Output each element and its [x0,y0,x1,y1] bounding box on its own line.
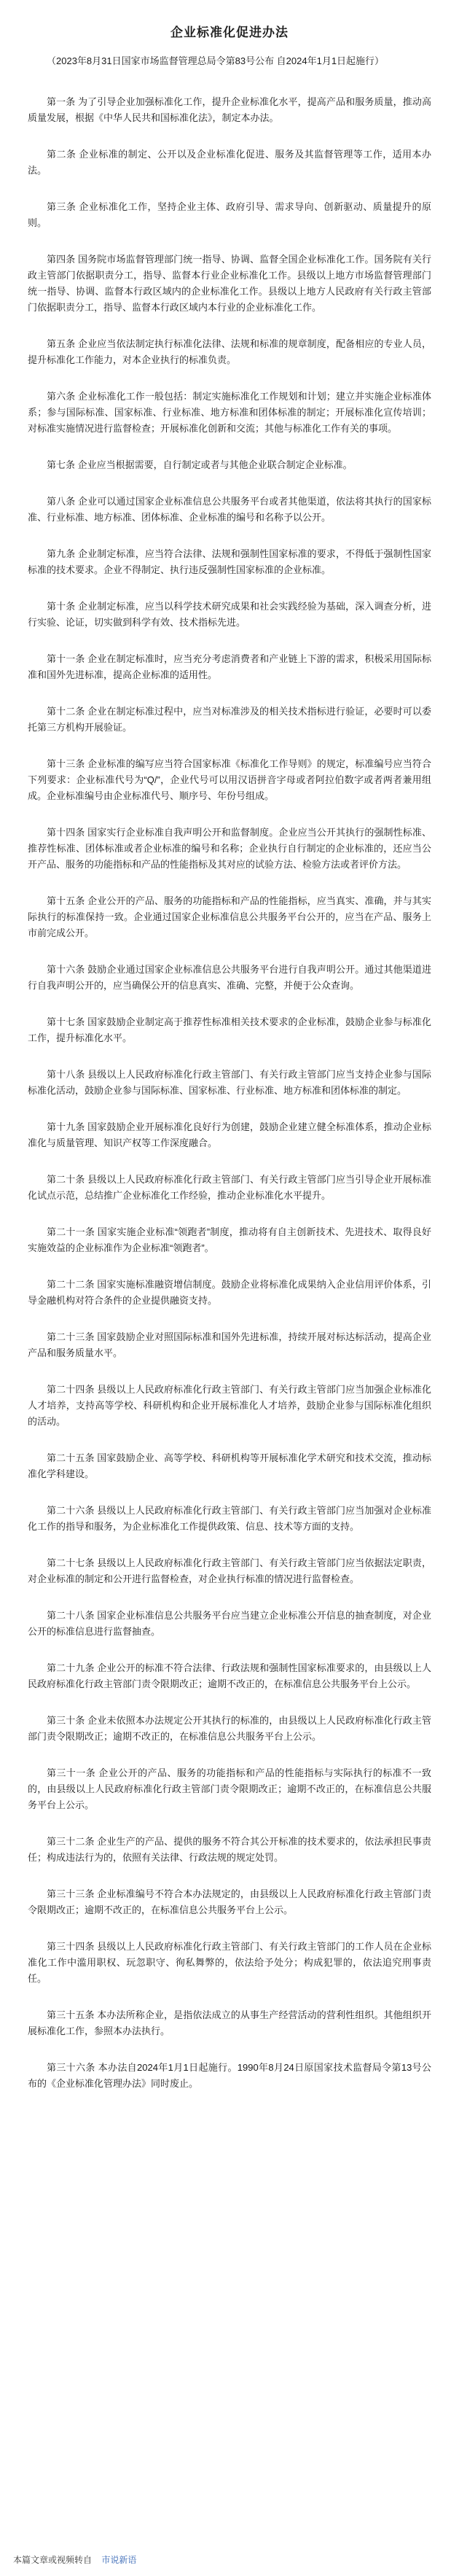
article-paragraph: 第三十条 企业未依照本办法规定公开其执行的标准的，由县级以上人民政府标准化行政主管部门责令限期改正；逾期不改正的，在标准信息公共服务平台上公示。 [28,1715,431,1742]
article-paragraph: 第十二条 企业在制定标准过程中，应当对标准涉及的相关技术指标进行验证，必要时可以委托第三方机构开展验证。 [28,706,431,733]
article-paragraph: 第三十一条 企业公开的产品、服务的功能指标和产品的性能指标与实际执行的标准不一致的，由县级以上人民政府标准化行政主管部门责令限期改正；逾期不改正的，在标准信息公共服务平台上公示。 [28,1767,431,1810]
article-paragraph: 第十六条 鼓励企业通过国家企业标准信息公共服务平台进行自我声明公开。通过其他渠道进行自我声明公开的，应当确保公开的信息真实、准确、完整，并便于公众查询。 [28,964,431,991]
article-paragraph: 第十四条 国家实行企业标准自我声明公开和监督制度。企业应当公开其执行的强制性标准、推荐性标准、团体标准或者企业标准的编号和名称；企业执行自行制定的企业标准的，还应当公开产品、服务的功能指标和产品的性能指标及其对应的试验方法、检验方法或者评价方法。 [28,827,431,870]
article-paragraph: 第二十七条 县级以上人民政府标准化行政主管部门、有关行政主管部门应当依据法定职责，对企业标准的制定和公开进行监督检查，对企业执行标准的情况进行监督检查。 [28,1557,431,1584]
article-paragraph: 第三十二条 企业生产的产品、提供的服务不符合其公开标准的技术要求的，依法承担民事责任；构成违法行为的，依照有关法律、行政法规的规定处罚。 [28,1836,431,1863]
article-paragraph: 第十一条 企业在制定标准时，应当充分考虑消费者和产业链上下游的需求，积极采用国际标准和国外先进标准，提高企业标准的适用性。 [28,653,431,680]
article-paragraph: 第二条 企业标准的制定、公开以及企业标准化促进、服务及其监督管理等工作，适用本办法。 [28,149,431,176]
article-paragraph: 第四条 国务院市场监督管理部门统一指导、协调、监督全国企业标准化工作。国务院有关行政主管部门依据职责分工，指导、监督本行业企业标准化工作。县级以上地方市场监督管理部门统一指导、协调、监督本行政区域内的企业标准化工作。县级以上地方人民政府有关行政主管部门依据职责分工，指导、监督本行政区域内本行业的企业标准化工作。 [28,254,431,313]
article-paragraph: 第十八条 县级以上人民政府标准化行政主管部门、有关行政主管部门应当支持企业参与国际标准化活动，鼓励企业参与国际标准、国家标准、行业标准、地方标准和团体标准的制定。 [28,1069,431,1096]
page-footer [13,2553,144,2566]
article-paragraph: 第二十三条 国家鼓励企业对照国际标准和国外先进标准，持续开展对标达标活动，提高企业产品和服务质量水平。 [28,1331,431,1358]
article-paragraph: 第六条 企业标准化工作一般包括：制定实施标准化工作规划和计划；建立并实施企业标准体系；参与国际标准、国家标准、行业标准、地方标准和团体标准的制定；开展标准化宣传培训；对标准实施情况进行监督检查；开展标准化创新和交流；其他与标准化工作有关的事项。 [28,391,431,434]
article-paragraph: 第二十四条 县级以上人民政府标准化行政主管部门、有关行政主管部门应当加强企业标准化人才培养，支持高等学校、科研机构和企业开展标准化人才培养，鼓励企业参与国际标准化组织的活动。 [28,1384,431,1427]
article-paragraph: 第三十五条 本办法所称企业，是指依法成立的从事生产经营活动的营利性组织。其他组织开展标准化工作，参照本办法执行。 [28,2009,431,2036]
article-paragraph: 第二十一条 国家实施企业标准“领跑者”制度，推动将有自主创新技术、先进技术、取得良好实施效益的企业标准作为企业标准“领跑者”。 [28,1226,431,1253]
article-paragraph: 第三条 企业标准化工作，坚持企业主体、政府引导、需求导向、创新驱动、质量提升的原则。 [28,201,431,228]
article-list [28,94,431,2092]
article-paragraph: 第二十九条 企业公开的标准不符合法律、行政法规和强制性国家标准要求的，由县级以上人民政府标准化行政主管部门责令限期改正；逾期不改正的，在标准信息公共服务平台上公示。 [28,1662,431,1689]
article-paragraph: 第九条 企业制定标准，应当符合法律、法规和强制性国家标准的要求，不得低于强制性国家标准的技术要求。企业不得制定、执行违反强制性国家标准的企业标准。 [28,548,431,575]
article-paragraph: 第二十条 县级以上人民政府标准化行政主管部门、有关行政主管部门应当引导企业开展标准化试点示范，总结推广企业标准化工作经验，推动企业标准化水平提升。 [28,1174,431,1201]
article-paragraph: 第十九条 国家鼓励企业开展标准化良好行为创建，鼓励企业建立健全标准体系，推动企业标准化与质量管理、知识产权等工作深度融合。 [28,1121,431,1148]
article-paragraph: 第七条 企业应当根据需要，自行制定或者与其他企业联合制定企业标准。 [47,459,353,470]
article-paragraph: 第十五条 企业公开的产品、服务的功能指标和产品的性能指标，应当真实、准确，并与其实际执行的标准保持一致。企业通过国家企业标准信息公共服务平台公开的，应当在产品、服务上市前完成公开。 [28,895,431,938]
article-paragraph: 第二十二条 国家实施标准融资增信制度。鼓励企业将标准化成果纳入企业信用评价体系，引导金融机构对符合条件的企业提供融资支持。 [28,1279,431,1306]
article-paragraph: 第三十三条 企业标准编号不符合本办法规定的，由县级以上人民政府标准化行政主管部门责令限期改正；逾期不改正的，在标准信息公共服务平台上公示。 [28,1888,431,1915]
article-paragraph: 第十七条 国家鼓励企业制定高于推荐性标准相关技术要求的企业标准，鼓励企业参与标准化工作，提升标准化水平。 [28,1016,431,1043]
article-paragraph: 第三十四条 县级以上人民政府标准化行政主管部门、有关行政主管部门的工作人员在企业标准化工作中滥用职权、玩忽职守、徇私舞弊的，依法给予处分；构成犯罪的，依法追究刑事责任。 [28,1941,431,1984]
document-title: 企业标准化促进办法 [170,26,289,39]
article-paragraph: 第五条 企业应当依法制定执行标准化法律、法规和标准的规章制度，配备相应的专业人员，提升标准化工作能力，对本企业执行的标准负责。 [28,338,431,365]
footer-source-text: 本篇文章或视频转自 [13,2555,93,2565]
document-subtitle: （2023年8月31日国家市场监督管理总局令第83号公布 自2024年1月1日起施行） [47,55,385,66]
article-paragraph: 第二十八条 国家企业标准信息公共服务平台应当建立企业标准公开信息的抽查制度，对企业公开的标准信息进行监督抽查。 [28,1610,431,1637]
article-paragraph: 第十三条 企业标准的编写应当符合国家标准《标准化工作导则》的规定，标准编号应当符合下列要求：企业标准代号为“Q/”，企业代号可以用汉语拼音字母或者阿拉伯数字或者两者兼用组成。企业标准编号由企业标准代号、顺序号、年份号组成。 [28,758,431,801]
article-paragraph: 第二十五条 国家鼓励企业、高等学校、科研机构等开展标准化学术研究和技术交流，推动标准化学科建设。 [28,1452,431,1479]
article-paragraph: 第十条 企业制定标准，应当以科学技术研究成果和社会实践经验为基础，深入调查分析，进行实验、论证，切实做到科学有效、技术指标先进。 [28,601,431,628]
article-paragraph: 第二十六条 县级以上人民政府标准化行政主管部门、有关行政主管部门应当加强对企业标准化工作的指导和服务，为企业标准化工作提供政策、信息、技术等方面的支持。 [28,1505,431,1532]
footer-source-link[interactable]: 市说新语 [101,2555,137,2565]
article-paragraph: 第一条 为了引导企业加强标准化工作，提升企业标准化水平，提高产品和服务质量，推动高质量发展，根据《中华人民共和国标准化法》，制定本办法。 [28,96,431,123]
article-paragraph: 第八条 企业可以通过国家企业标准信息公共服务平台或者其他渠道，依法将其执行的国家标准、行业标准、地方标准、团体标准、企业标准的编号和名称予以公开。 [28,496,431,523]
article-paragraph: 第三十六条 本办法自2024年1月1日起施行。1990年8月24日原国家技术监督局令第13号公布的《企业标准化管理办法》同时废止。 [28,2062,431,2089]
